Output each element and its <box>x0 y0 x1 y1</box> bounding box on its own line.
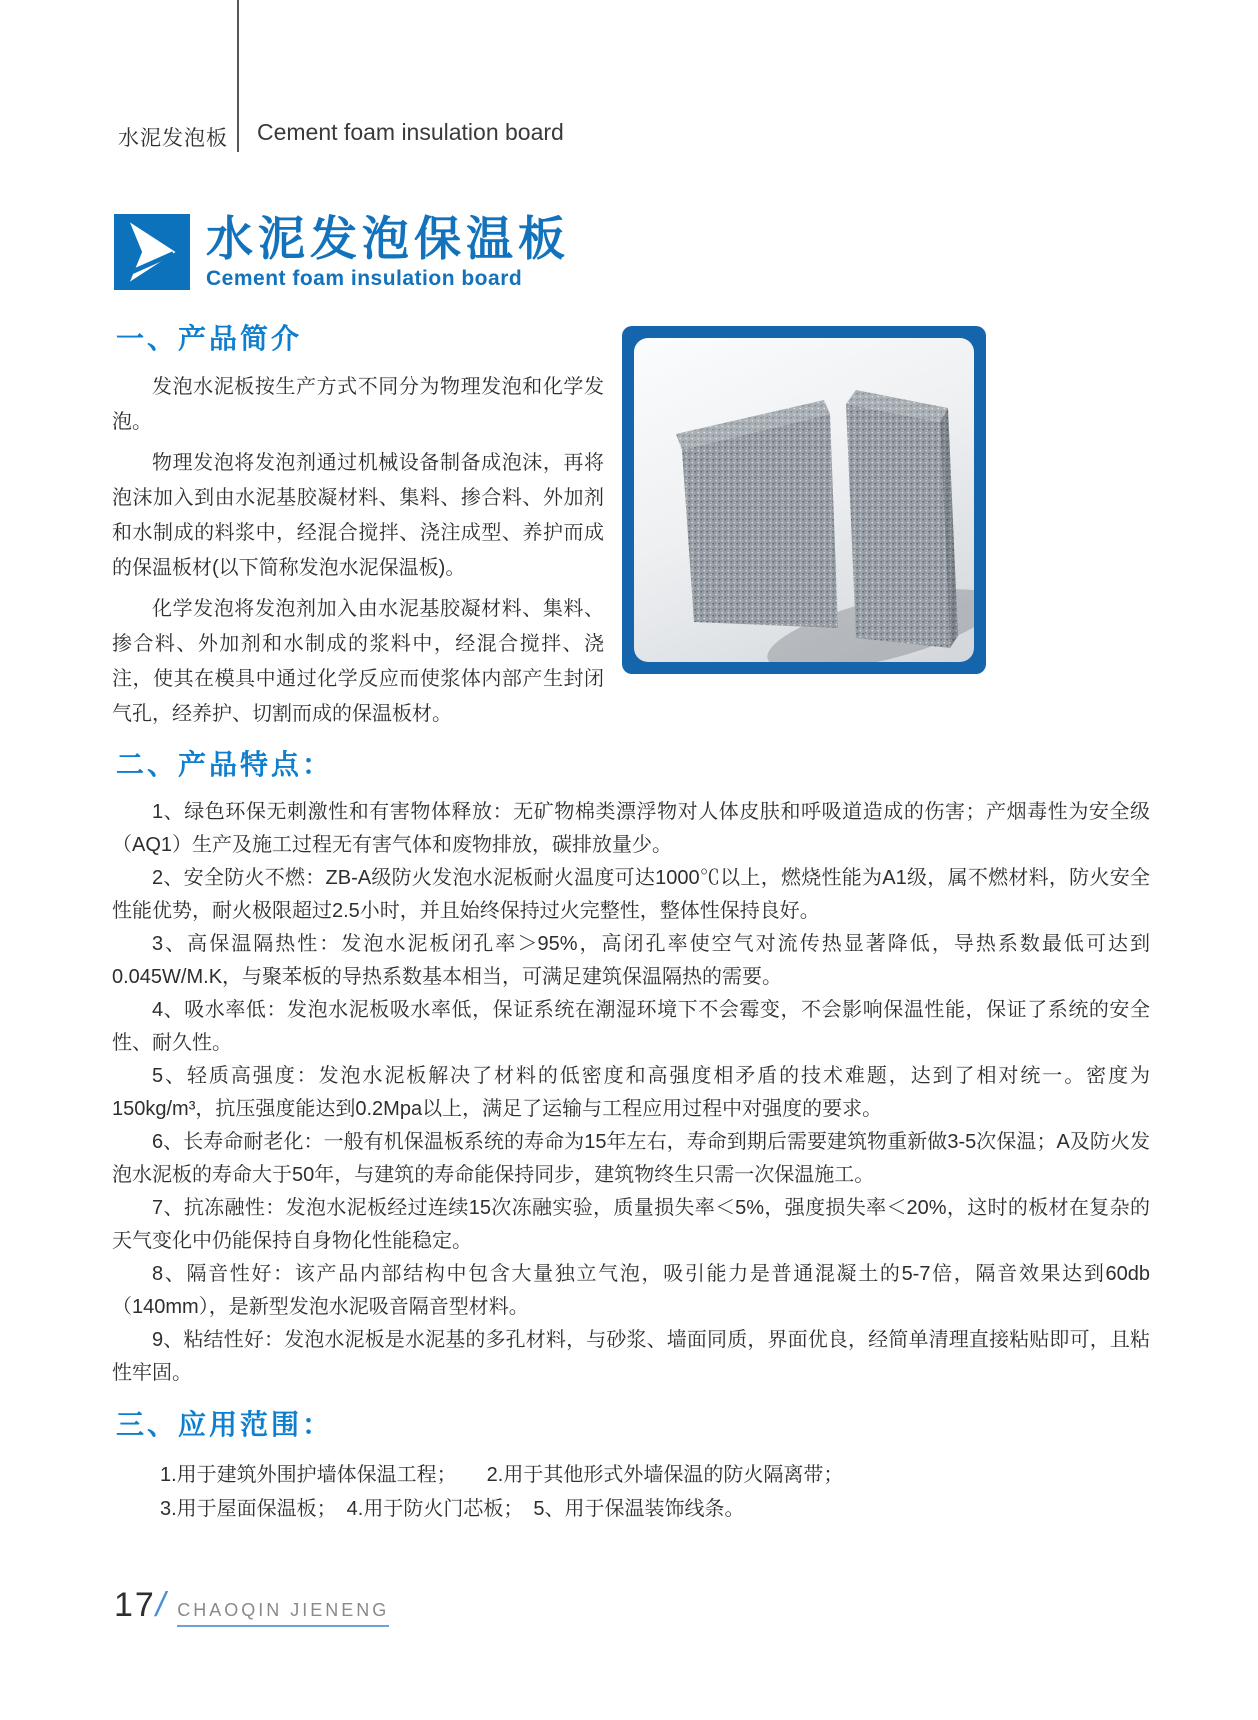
feature-item: 8、隔音性好：该产品内部结构中包含大量独立气泡，吸引能力是普通混凝土的5-7倍，隔音效果达到60db（140mm），是新型发泡水泥吸音隔音型材料。 <box>112 1263 1150 1318</box>
logo-text <box>206 214 570 291</box>
feature-item: 3、高保温隔热性：发泡水泥板闭孔率＞95%，高闭孔率使空气对流传热显著降低，导热系数最低可达到0.045W/M.K，与聚苯板的导热系数基本相当，可满足建筑保温隔热的需要。 <box>112 933 1150 988</box>
feature-item: 1、绿色环保无刺激性和有害物体释放：无矿物棉类漂浮物对人体皮肤和呼吸道造成的伤害；产烟毒性为安全级（AQ1）生产及施工过程无有害气体和废物排放，碳排放量少。 <box>112 801 1150 856</box>
intro-paragraph: 发泡水泥板按生产方式不同分为物理发泡和化学发泡。 <box>112 376 604 433</box>
footer-slash: / <box>155 1586 166 1624</box>
product-photo-frame <box>622 326 986 674</box>
application-line: 3.用于屋面保温板； 4.用于防火门芯板； 5、用于保温装饰线条。 <box>160 1498 745 1520</box>
header-divider <box>237 0 239 152</box>
section-features-heading: 二、产品特点： <box>116 750 334 781</box>
application-line: 1.用于建筑外围护墙体保温工程； 2.用于其他形式外墙保温的防火隔离带； <box>160 1464 844 1486</box>
section-applications-heading: 三、应用范围： <box>116 1410 334 1441</box>
feature-item: 2、安全防火不燃：ZB-A级防火发泡水泥板耐火温度可达1000℃以上，燃烧性能为A1级，属不燃材料，防火安全性能优势，耐火极限超过2.5小时，并且始终保持过火完整性，整体性保持良好。 <box>112 867 1150 922</box>
product-photo <box>634 338 974 662</box>
intro-paragraph: 物理发泡将发泡剂通过机械设备制备成泡沫，再将泡沫加入到由水泥基胶凝材料、集料、掺合料、外加剂和水制成的料浆中，经混合搅拌、浇注成型、养护而成的保温板材(以下简称发泡水泥保温板)。 <box>112 452 604 579</box>
feature-item: 6、长寿命耐老化：一般有机保温板系统的寿命为15年左右，寿命到期后需要建筑物重新做3-5次保温；A及防火发泡水泥板的寿命大于50年，与建筑的寿命能保持同步，建筑物终生只需一次保温施工。 <box>112 1131 1150 1186</box>
arrow-right-icon <box>114 214 190 290</box>
feature-item: 5、轻质高强度：发泡水泥板解决了材料的低密度和高强度相矛盾的技术难题，达到了相对统一。密度为150kg/m³，抗压强度能达到0.2Mpa以上，满足了运输与工程应用过程中对强度的要求。 <box>112 1065 1150 1120</box>
header-title-cn: 水泥发泡板 <box>118 127 228 150</box>
feature-item: 4、吸水率低：发泡水泥板吸水率低，保证系统在潮湿环境下不会霉变，不会影响保温性能，保证了系统的安全性、耐久性。 <box>112 999 1150 1054</box>
logo-title: 水泥发泡保温板 <box>206 212 570 265</box>
feature-item: 9、粘结性好：发泡水泥板是水泥基的多孔材料，与砂浆、墙面同质，界面优良，经简单清理直接粘贴即可，且粘性牢固。 <box>112 1329 1150 1384</box>
intro-paragraph: 化学发泡将发泡剂加入由水泥基胶凝材料、集料、掺合料、外加剂和水制成的浆料中，经混合搅拌、浇注，使其在模具中通过化学反应而使浆体内部产生封闭气孔，经养护、切割而成的保温板材。 <box>112 598 604 725</box>
feature-item: 7、抗冻融性：发泡水泥板经过连续15次冻融实验，质量损失率＜5%，强度损失率＜20%，这时的板材在复杂的天气变化中仍能保持自身物化性能稳定。 <box>112 1197 1150 1252</box>
section-intro-heading: 一、产品简介 <box>116 324 303 355</box>
page-footer <box>114 1586 389 1625</box>
logo <box>114 214 570 291</box>
logo-subtitle: Cement foam insulation board <box>206 267 523 291</box>
page-number: 17 <box>114 1586 156 1624</box>
main-content <box>112 322 1150 1526</box>
brand-name: CHAOQIN JIENENG <box>177 1600 389 1627</box>
header-title-en: Cement foam insulation board <box>257 119 564 145</box>
